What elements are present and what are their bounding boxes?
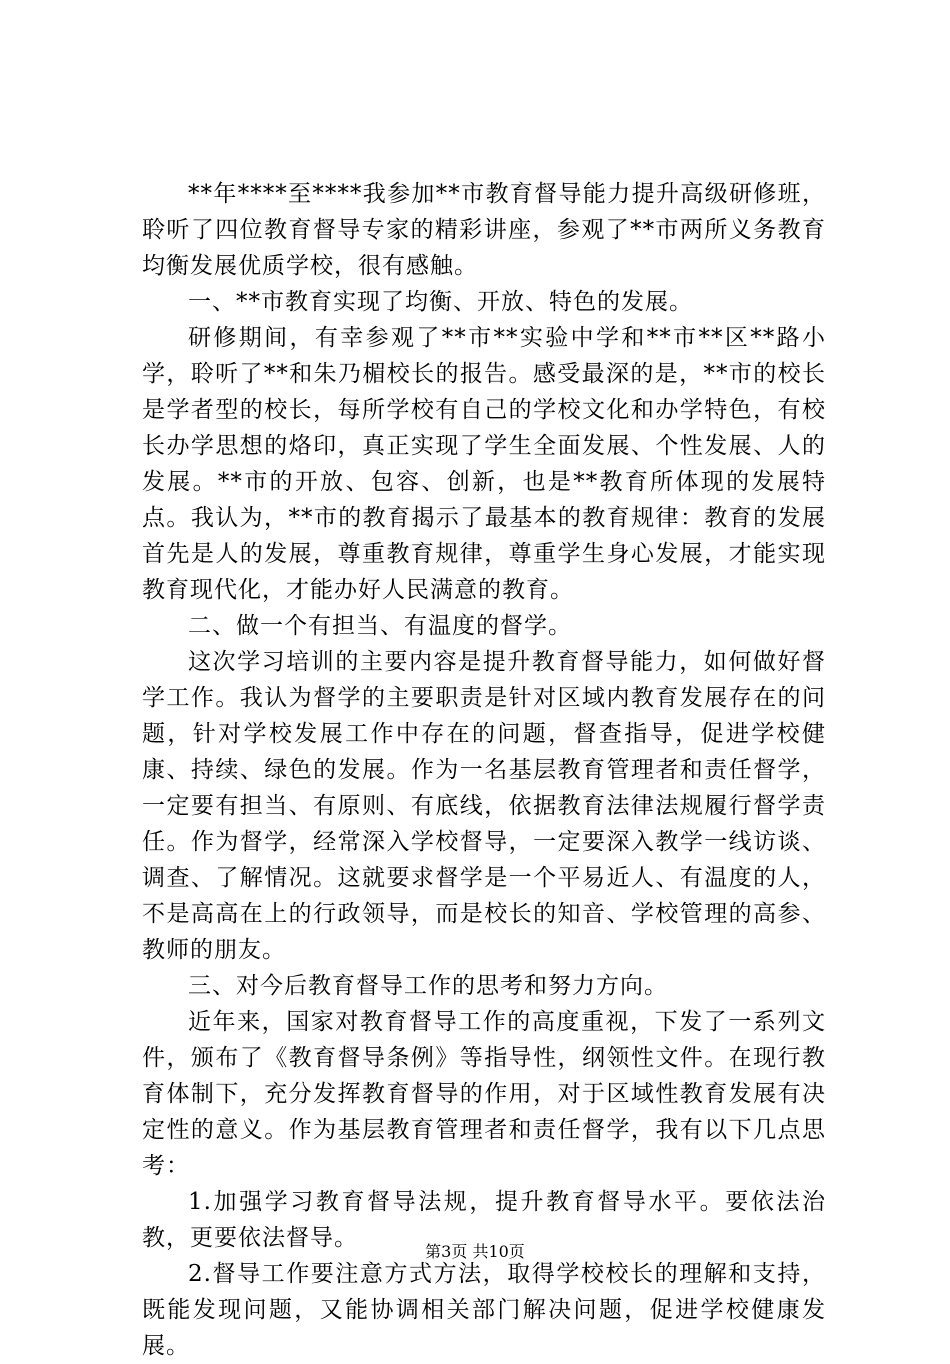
paragraph-section-2: 这次学习培训的主要内容是提升教育督导能力，如何做好督学工作。我认为督学的主要职责是针对区域内教育发展存在的问题，针对学校发展工作中存在的问题，督查指导，促进学校健康、持续、绿色的发展。作为一名基层教育管理者和责任督学，一定要有担当、有原则、有底线，依据教育法律法规履行督学责任。作为督学，经常深入学校督导，一定要深入教学一线访谈、调查、了解情况。这就要求督学是一个平易近人、有温度的人，不是高高在上的行政领导，而是校长的知音、学校管理的高参、教师的朋友。	[142, 649, 826, 963]
list-item-2: 2.督导工作要注意方式方法，取得学校校长的理解和支持，既能发现问题，又能协调相关部门解决问题，促进学校健康发展。	[142, 1261, 826, 1359]
heading-section-3: 三、对今后教育督导工作的思考和努力方向。	[188, 973, 668, 999]
page-footer: 第3页 共10页	[425, 1242, 525, 1261]
heading-section-1: 一、**市教育实现了均衡、开放、特色的发展。	[188, 289, 693, 315]
paragraph-section-1: 研修期间，有幸参观了**市**实验中学和**市**区**路小学，聆听了**和朱乃楣校长的报告。感受最深的是，**市的校长是学者型的校长，每所学校有自己的学校文化和办学特色，有校长办学思想的烙印，真正实现了学生全面发展、个性发展、人的发展。**市的开放、包容、创新，也是**教育所体现的发展特点。我认为，**市的教育揭示了最基本的教育规律：教育的发展首先是人的发展，尊重教育规律，尊重学生身心发展，才能实现教育现代化，才能办好人民满意的教育。	[142, 325, 826, 603]
paragraph-section-3: 近年来，国家对教育督导工作的高度重视，下发了一系列文件，颁布了《教育督导条例》等指导性，纲领性文件。在现行教育体制下，充分发挥教育督导的作用，对于区域性教育发展有决定性的意义。作为基层教育管理者和责任督学，我有以下几点思考：	[142, 1009, 826, 1179]
list-item-1: 1.加强学习教育督导法规，提升教育督导水平。要依法治教，更要依法督导。	[142, 1189, 826, 1251]
heading-section-2: 二、做一个有担当、有温度的督学。	[188, 613, 572, 639]
paragraph-intro: **年****至****我参加**市教育督导能力提升高级研修班，聆听了四位教育督导专家的精彩讲座，参观了**市两所义务教育均衡发展优质学校，很有感触。	[142, 181, 826, 279]
document-body	[142, 176, 826, 1364]
